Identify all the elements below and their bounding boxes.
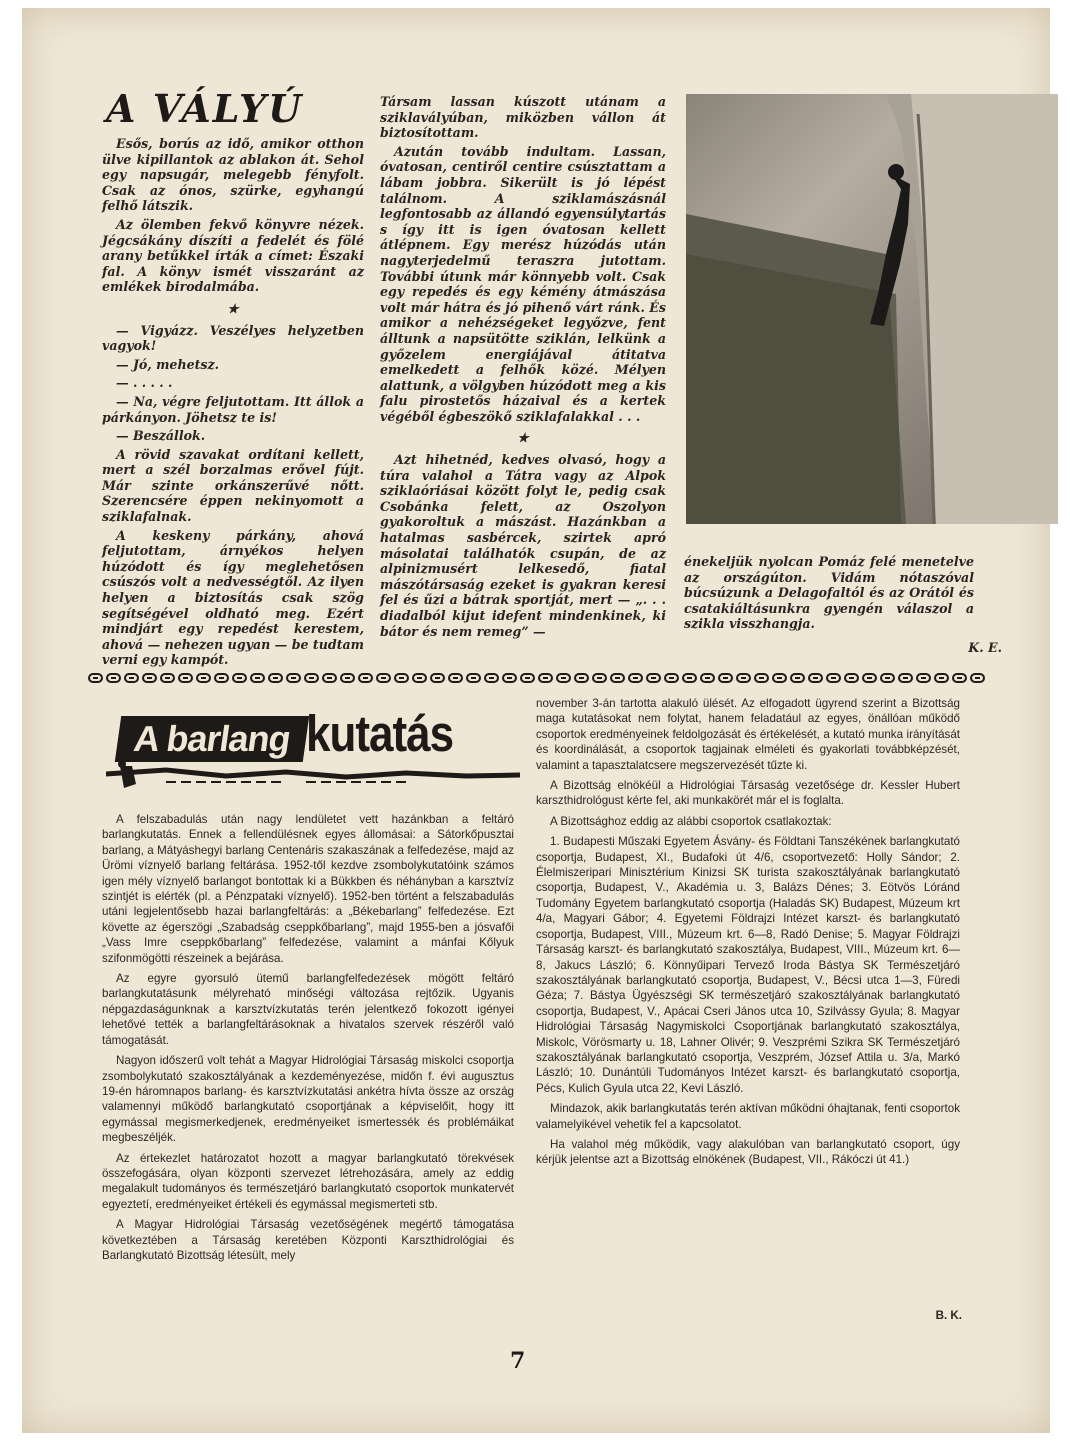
paragraph: ★: [227, 300, 239, 316]
paragraph: Azután tovább indultam. Lassan, óvatosan, centiről centire csúsztattam a lábam jobbra. Sikerült is jó lépést találnom. A sziklamászásnál legfontosabb az állandó egyensúlytartás s így itt is igen óvatosan kellett átlépnem. Egy merész húzódás után nagyterjedelmű teraszra jutottam. További útunk már könnyebb volt. Csak egy repedés és egy kémény átmászása volt már hátra és jó pihenő várt ránk. És amikor a nehézségeket legyőzve, fent álltunk a napsütötte sziklán, lelkünk a győzelem energiájával átitatva emelkedett a felhők közé. Mélyen alattunk, a völgyben húzódott meg a kis falu pirostetős házaival és a kertek végéből égbeszökő sziklafalakkal . . .: [380, 143, 666, 424]
paragraph: A Bizottsághoz eddig az alábbi csoportok csatlakoztak:: [550, 814, 832, 828]
border-ornament: [934, 673, 949, 683]
border-ornament: [970, 673, 985, 683]
paragraph: Társam lassan kúszott utánam a sziklavályúban, miközben vállon át biztosítottam.: [380, 94, 666, 141]
border-ornament: [322, 673, 337, 683]
paragraph: Ha valahol még működik, vagy alakulóban van barlangkutató csoport, úgy kérjük jelentse azt a Bizottság elnökének (Budapest, VII., Rákóczi út 41.): [536, 1137, 960, 1167]
border-ornament: [592, 673, 607, 683]
border-ornament: [466, 673, 481, 683]
border-ornament: [340, 673, 355, 683]
paragraph: Az egyre gyorsuló ütemű barlangfelfedezések mögött feltáró barlangkutatásunk mélyreható minőségi változása rejtőzik. Ugyanis népgazdaságunknak a karsztvízkutatás terén jelentkező fokozott igényei lehetővé tették a barlangfeltárásoknak a hivatalos szervek részéről való támogatását.: [102, 972, 514, 1047]
paragraph: A felszabadulás után nagy lendületet vett hazánkban a feltáró barlangkutatás. Ennek a fellendülésnek egyes állomásai: a Sátorkőpusztai barlang, a Mátyáshegyi barlang Centenáris szakaszának a felfedezése, majd az Ürömi víznyelő barlang feltárása. 1952-től kezdve zsombolykutatóink számos igen mély víznyelő barlangot bontottak ki a Bükkben és néhányban a karsztvíz szintjét is elérték (pl. a Pénzpataki víznyelő). 1952-ben történt a felszabadulás utáni legjelentősebb hazai barlangfeltárás: a „Békebarlang” felfedezése. Ezt követte az égerszögi „Szabadság cseppkőbarlang”, majd 1955-ben a jósvafői „Vass Imre cseppkőbarlang” felfedezése, valamint a mánfai Kőlyuk szifonmögötti részeinek a bejárása.: [102, 813, 514, 965]
border-ornament: [916, 673, 931, 683]
border-ornament: [430, 673, 445, 683]
border-ornament: [268, 673, 283, 683]
border-ornament: [124, 673, 139, 683]
border-ornament: [952, 673, 967, 683]
border-ornament: [718, 673, 733, 683]
border-ornament: [358, 673, 373, 683]
paragraph: november 3-án tartotta alakuló ülését. Az elfogadott ügyrend szerint a Bizottság maga kutatásokat nem folytat, hanem feladatául az egyes, önállóan működő csoportok eredményeinek feldolgozását és értékelését, a kutató munka irányítását és koordinálását, a csoportok tagjainak elméleti és gyakorlati továbbképzését, valamint a tapasztalatcsere megszervezését tűzte ki.: [536, 697, 960, 772]
border-ornament: [790, 673, 805, 683]
paragraph: A Magyar Hidrológiai Társaság vezetőségének megértő támogatása következtében a Társaság keretében Központi Karszthidrológiai és Barlangkutató Bizottság létesült, mely: [102, 1218, 514, 1262]
title-text-kutatas: kutatás: [306, 706, 454, 763]
border-ornament: [88, 673, 103, 683]
border-ornament: [826, 673, 841, 683]
border-ornament: [160, 673, 175, 683]
border-ornament: [736, 673, 751, 683]
article1-column-1: [102, 136, 364, 671]
article1-column-3: [684, 554, 974, 635]
title-banner-block: A barlang: [115, 716, 309, 762]
border-ornament: [304, 673, 319, 683]
paragraph: — Na, végre feljutottam. Itt állok a párkányon. Jöhetsz te is!: [102, 393, 364, 425]
paragraph: — . . . . .: [116, 375, 173, 391]
border-ornament: [898, 673, 913, 683]
paragraph: Az ölemben fekvő könyvre nézek. Jégcsákány díszíti a fedelét és fölé arany betűkkel írták a címet: Északi fal. A könyv ismét visszaránt az emlékek birodalmába.: [102, 216, 364, 295]
magazine-page: [22, 8, 1050, 1433]
border-ornament: [772, 673, 787, 683]
article-title-valyu: A VÁLYÚ: [106, 86, 304, 131]
border-ornament: [646, 673, 661, 683]
border-ornament: [412, 673, 427, 683]
climber-photo: [686, 94, 1058, 524]
paragraph: ★: [517, 430, 529, 446]
paragraph: A Bizottság elnökéül a Hidrológiai Társaság vezetősége dr. Kessler Hubert karszthidrológust kérte fel, aki munkakörét már el is foglalta.: [536, 779, 960, 808]
article1-signature: K. E.: [968, 640, 1002, 655]
border-ornament: [214, 673, 229, 683]
paragraph: A keskeny párkány, ahová feljutottam, árnyékos helyen húzódott és így meglehetősen csúszós volt a nedvességtől. Az ilyen helyen a biztosítás csak szög segítségével oldható meg. Ezért mindjárt egy repedést kerestem, ahová — nehezen ugyan — be tudtam verni egy kampót.: [102, 527, 364, 668]
border-ornament: [808, 673, 823, 683]
border-ornament: [484, 673, 499, 683]
paragraph: Azt hihetnéd, kedves olvasó, hogy a túra valahol a Tátra vagy az Alpok sziklaóriásai között folyt le, pedig csak Csobánka felett, az Oszolyon gyakoroltuk a mászást. Hazánkban a hatalmas sasbércek, szirtek apró másolatai találhatók csupán, de az alpinizmusért lelkesedő, fiatal mászótársaság ezeket is gyakran keresi fel és űzi a bátrak sportját, mert — „. . . diadalból kijut idefent mindenkinek, ki bátor és nem remeg” —: [380, 452, 666, 639]
paragraph: Az értekezlet határozatot hozott a magyar barlangkutató törekvések összefogására, olyan központi szervezet létrehozására, amely az eddig megalakult tudományos és természetjáró barlangkutató csoportok munkatervét egyeztetí, eredményeiket értékeli és egymással megismerteti stb.: [102, 1151, 514, 1211]
border-ornament: [754, 673, 769, 683]
page-number: 7: [510, 1348, 526, 1374]
border-ornament: [232, 673, 247, 683]
paragraph: Esős, borús az idő, amikor otthon ülve kipillantok az ablakon át. Sehol egy napsugár, melegebb fényfolt. Csak az ónos, szürke, egyhangú felhő látszik.: [102, 136, 364, 214]
paragraph: énekeljük nyolcan Pomáz felé menetelve az országúton. Vidám nótaszóval búcsúzunk a Delagofaltól és az Orától és csatakiáltásunkra gyengén válaszol a szikla visszhangja.: [684, 554, 974, 632]
border-ornament: [538, 673, 553, 683]
border-ornament: [664, 673, 679, 683]
border-ornament: [844, 673, 859, 683]
border-ornament: [178, 673, 193, 683]
rock-climber-illustration: [686, 94, 1058, 524]
border-ornament: [376, 673, 391, 683]
border-ornament: [286, 673, 301, 683]
border-ornament: [394, 673, 409, 683]
article2-title: [106, 708, 520, 798]
border-ornament: [520, 673, 535, 683]
border-ornament: [556, 673, 571, 683]
decorative-border: [88, 673, 992, 685]
border-ornament: [502, 673, 517, 683]
article2-column-2: [536, 696, 960, 1173]
border-ornament: [196, 673, 211, 683]
border-ornament: [142, 673, 157, 683]
border-ornament: [448, 673, 463, 683]
paragraph: — Beszállok.: [116, 428, 206, 444]
article2-column-1: [102, 812, 514, 1268]
paragraph: A rövid szavakat ordítani kellett, mert a szél borzalmas erővel fújt. Már szinte orkánszerűvé nőtt. Szerencsére éppen nekinyomott a sziklafalnak.: [102, 446, 364, 525]
paragraph: Nagyon időszerű volt tehát a Magyar Hidrológiai Társaság miskolci csoportja zsombolykutató szakosztályának a kezdeményezése, midőn f. évi augusztus 19-én háromnapos barlang- és karsztvízkutatási ankétra hívta össze az ország valamennyi működő barlangkutató csoportjának a képviselőit, hogy itt egymással megismerkedjenek, eredményeiket ismertessék és problémáikat megbeszéljék.: [102, 1054, 514, 1145]
border-ornament: [700, 673, 715, 683]
paragraph: — Vigyázz. Veszélyes helyzetben vagyok!: [102, 322, 364, 354]
border-ornament: [682, 673, 697, 683]
cave-explorer-icon: [106, 760, 520, 794]
article2-signature: B. K.: [935, 1309, 962, 1322]
border-ornament: [106, 673, 121, 683]
paragraph: 1. Budapesti Műszaki Egyetem Ásvány- és Földtani Tanszékének barlangkutató csoportja, Budapest, XI., Budafoki út 4/6, csoportvezető: Holly Sándor; 2. Élelmiszeripari Minisztérium Kinizsi SK turista szakosztályának barlangkutató csoportja, Budapest, V., Akadémia u. 3, Balázs Dénes; 3. Eötvös Lóránd Tudomány Egyetem barlangkutató csoportja (Haladás SK) Budapest, Múzeum krt 4/a, Magyari Gábor; 4. Egyetemi Földrajzi Intézet karszt- és barlangkutató csoportja, Budapest, VIII., Múzeum krt. 6—8, Radó Denise; 5. Magyar Földrajzi Társaság karszt- és barlangkutató szakosztálya, Budapest, VIII., Múzeum krt. 6—8, Jakucs László; 6. Könnyűipari Tervező Iroda Bástya SK Természetjáró szakosztályának barlangkutató csoportja, Budapest, V., Bécsi utca 1—3, Füredi Géza; 7. Bástya Ügyészségi SK természetjáró szakosztályának barlangkutató csoportja, Budapest, V., Apácai Cseri János utca 10, Szilvássy Gyula; 8. Magyar Hidrológiai Társaság Nagymiskolci Csoportjának barlangkutató szakosztálya, Miskolc, Vörösmarty u. 18, Lahner Olivér; 9. Veszprémi Szikra SK Természetjáró szakosztályának barlangkutató csoportja, Veszprém, József Attila u. 3/a, Markó László; 10. Dunántúli Tudományos Intézet karszt- és barlangkutató csoportja, Pécs, Kulich Gyula utca 22, Kevi László.: [536, 835, 960, 1095]
border-ornament: [610, 673, 625, 683]
border-ornament: [880, 673, 895, 683]
border-ornament: [574, 673, 589, 683]
article1-column-2: [380, 94, 666, 642]
border-ornament: [250, 673, 265, 683]
paragraph: — Jó, mehetsz.: [116, 356, 220, 372]
paragraph: Mindazok, akik barlangkutatás terén aktívan működni óhajtanak, fenti csoportok valamelyikével vehetik fel a kapcsolatot.: [536, 1102, 960, 1131]
border-ornament: [628, 673, 643, 683]
border-ornament: [862, 673, 877, 683]
